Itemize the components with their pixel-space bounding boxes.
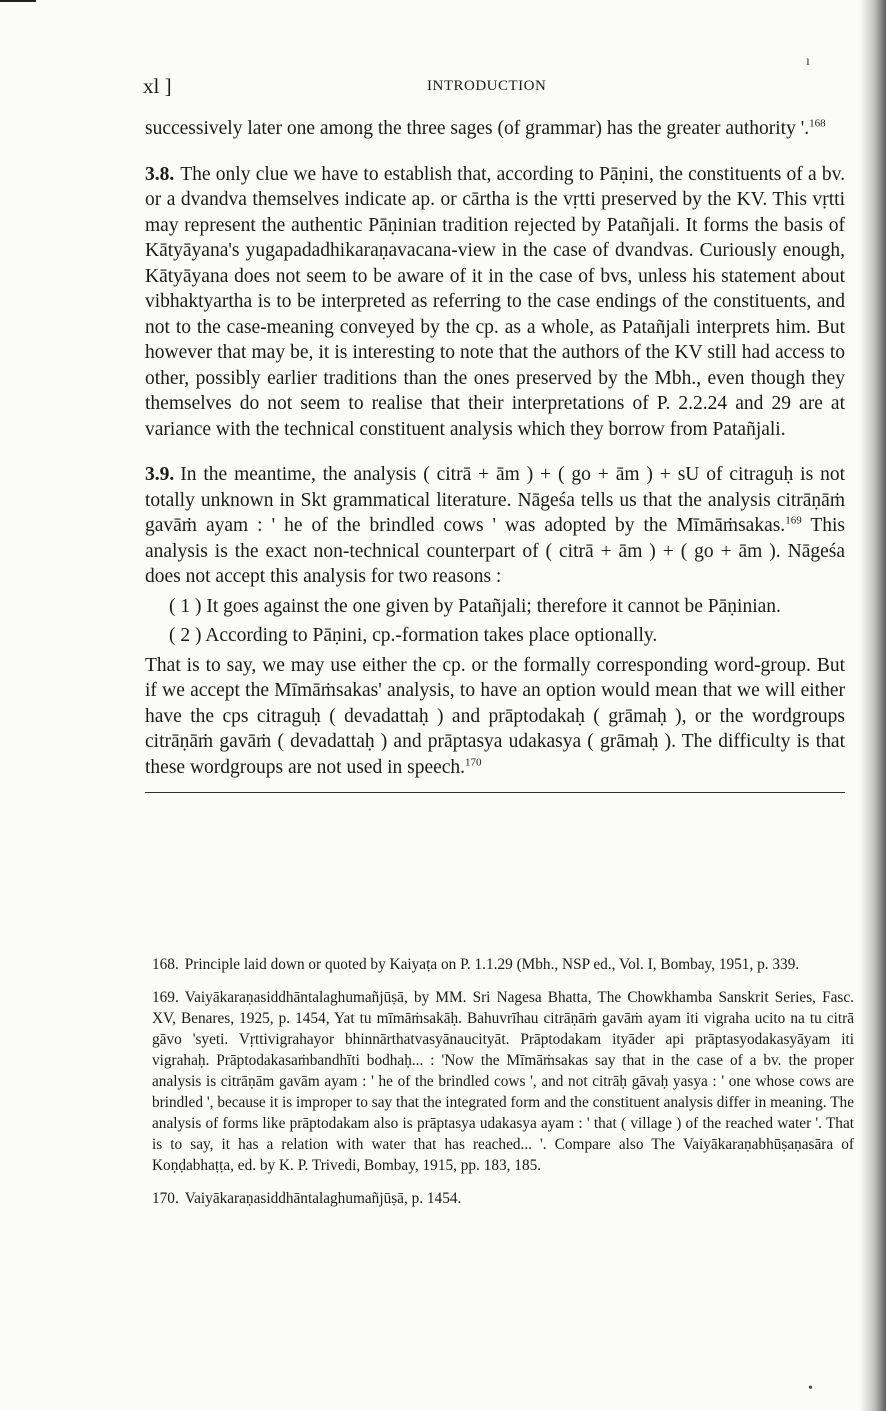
- page-header: [143, 74, 843, 104]
- page-number: xl ]: [143, 74, 172, 98]
- list-item: ( 2 ) According to Pāṇini, cp.-formation takes place optionally.: [169, 625, 658, 646]
- section-number: 3.8.: [145, 163, 175, 185]
- list-item: ( 1 ) It goes against the one given by Patañjali; therefore it cannot be Pāṇinian.: [169, 595, 781, 617]
- footnote-170: 170. Vaiyākaraṇasiddhāntalaghumañjūṣā, p. 1454.: [152, 1190, 462, 1207]
- scan-mark: •: [808, 1381, 813, 1396]
- binding-shadow: [860, 0, 886, 1411]
- corner-rule: [0, 0, 36, 2]
- footnote-divider: [145, 792, 845, 793]
- footnote-168: 168. Principle laid down or quoted by Kaiyaṭa on P. 1.1.29 (Mbh., NSP ed., Vol. I, Bombay, 1951, p. 339.: [152, 956, 800, 973]
- main-text: [145, 116, 845, 793]
- footnotes: [152, 954, 854, 1221]
- section-number: 3.9.: [145, 464, 175, 485]
- section-3-8: 3.8. The only clue we have to establish that, according to Pāṇini, the constituents of a bv. or a dvandva themselves indicate ap. or cārtha is the vṛtti preserved by the KV. This vṛtti may represent the authentic Pāṇinian tradition rejected by Patañjali. It forms the basis of Kātyāyana's yugapadadhikaraṇavacana-view in the case of dvandvas. Curiously enough, Kātyāyana does not seem to be aware of it in the case of bvs, unless his statement about vibhaktyartha is to be interpreted as referring to the case endings of the constituents, and not to the case-meaning conveyed by the cp. as a whole, as Patañjali interprets him. But however that may be, it is interesting to note that the authors of the KV still had access to other, possibly earlier traditions than the ones preserved by the Mbh., even though they themselves do not seem to realise that their interpretations of P. 2.2.24 and 29 are at variance with the technical constituent analysis which they borrow from Patañjali.: [145, 163, 845, 440]
- footnote-ref-168: 168: [809, 117, 826, 130]
- footnote-ref-169: 169: [785, 514, 802, 527]
- paragraph-continued: successively later one among the three sages (of grammar) has the greater authority '.$^{168}$: [145, 117, 826, 139]
- section-3-9: 3.9. In the meantime, the analysis ( citrā + ām ) + ( go + ām ) + sU of citraguḥ is not totally unknown in Skt grammatical literature. Nāgeśa tells us that the analysis citrāṇāṁ gavāṁ ayam : ' he of the brindled cows ' was adopted by the Mīmāṁsakas.$^{169}$ This analysis is the exact non-technical counterpart of ( citrā + ām ) + ( go + ām ). Nāgeśa does not accept this analysis for two reasons :: [145, 464, 845, 587]
- footnote-ref-170: 170: [465, 756, 482, 768]
- paragraph: That is to say, we may use either the cp. or the formally corresponding word-group. But if we accept the Mīmāṁsakas' analysis, to have an option would mean that we will either have the cps citraguḥ ( devadattaḥ ) and prāptodakaḥ ( grāmaḥ ), or the wordgroups citrāṇāṁ gavāṁ ( devadattaḥ ) and prāptasya udakasya ( grāmaḥ ). The difficulty is that these wordgroups are not used in speech.$^{170}$: [145, 654, 845, 778]
- running-title: INTRODUCTION: [427, 78, 547, 94]
- scan-mark: ı: [806, 54, 810, 69]
- footnote-169: 169. Vaiyākaraṇasiddhāntalaghumañjūṣā, by MM. Sri Nagesa Bhatta, The Chowkhamba Sanskrit Series, Fasc. XV, Benares, 1925, p. 1454, Yat tu mīmāṁsakāḥ. Bahuvrīhau citrāṇāṁ gavāṁ ayam iti vigraha ucito na tu citrā gāvo 'syeti. Vṛttivigrahayor bhinnārthatvasyānaucityāt. Prāptodakam ityāder api prāptasyodakasyāyam iti vigrahaḥ. Prāptodakasaṁbandhīti bodhaḥ... : 'Now the Mīmāṁsakas say that in the case of a bv. the proper analysis is citrāṇām gavām ayam : ' he of the brindled cows ', and not citrāḥ gāvaḥ yasya : ' one whose cows are brindled ', because it is improper to say that the integrated form and the constituent analysis differ in meaning. The analysis of forms like prāptodakam also is prāptasya udakasya ayam : ' that ( village ) of the reached water '. That is to say, it has a relation with water that has reached... '. Compare also The Vaiyākaraṇabhūṣaṇasāra of Koṇḍabhaṭṭa, ed. by K. P. Trivedi, Bombay, 1915, pp. 183, 185.: [152, 989, 854, 1174]
